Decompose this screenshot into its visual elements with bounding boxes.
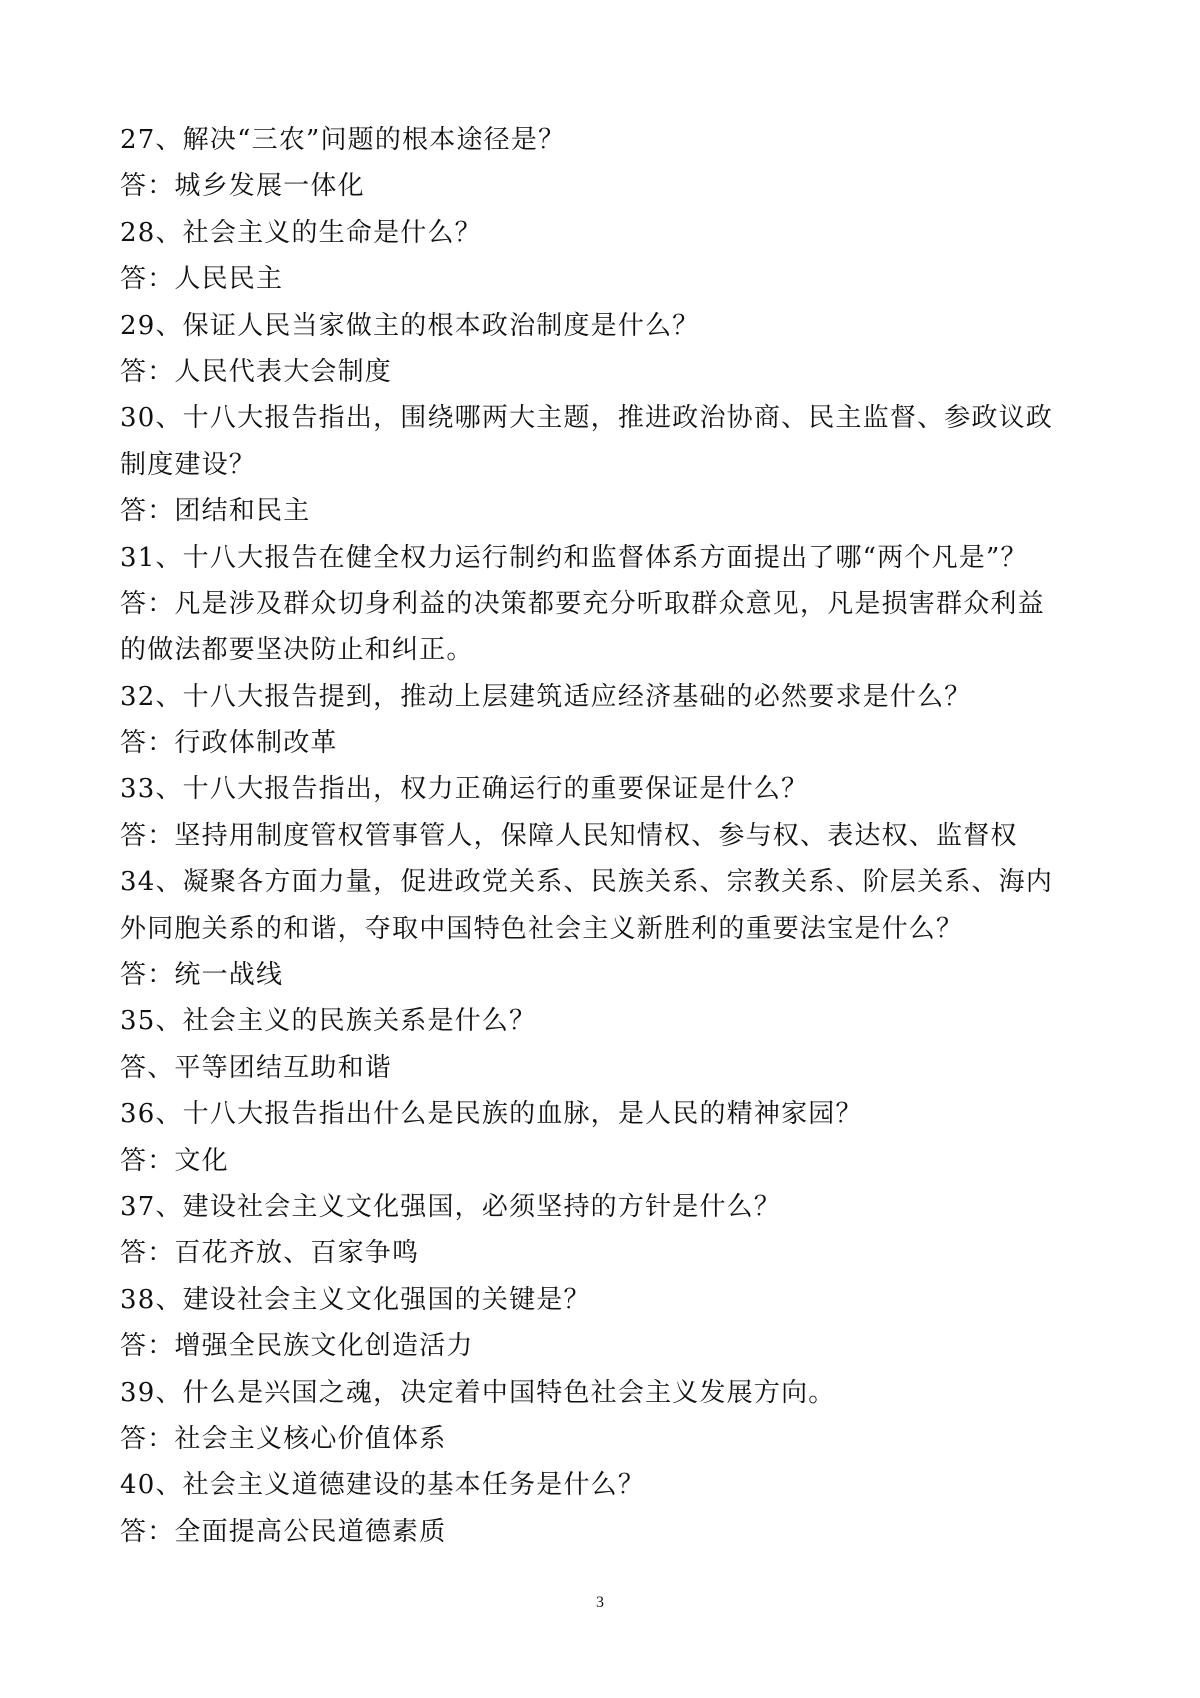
question-30: 30、十八大报告指出，围绕哪两大主题，推进政治协商、民主监督、参政议政 <box>120 403 1054 434</box>
answer-40: 答：全面提高公民道德素质 <box>120 1516 447 1547</box>
answer-33: 答：坚持用制度管权管事管人，保障人民知情权、参与权、表达权、监督权 <box>120 820 1018 851</box>
answer-31: 答：凡是涉及群众切身利益的决策都要充分听取群众意见，凡是损害群众利益 <box>120 588 1045 619</box>
answer-32: 答：行政体制改革 <box>120 728 338 759</box>
question-32: 32、十八大报告提到，推动上层建筑适应经济基础的必然要求是什么？ <box>120 681 972 712</box>
question-27: 27、解决“三农”问题的根本途径是？ <box>120 125 566 155</box>
page-number: 3 <box>596 1594 604 1611</box>
qa-content <box>120 117 1100 1555</box>
question-37: 37、建设社会主义文化强国，必须坚持的方针是什么？ <box>120 1191 782 1222</box>
answer-35: 答、平等团结互助和谐 <box>120 1052 393 1083</box>
answer-39: 答：社会主义核心价值体系 <box>120 1423 447 1454</box>
answer-36: 答：文化 <box>120 1145 229 1176</box>
answer-30: 答：团结和民主 <box>120 496 311 527</box>
question-36: 36、十八大报告指出什么是民族的血脉，是人民的精神家园？ <box>120 1099 863 1130</box>
question-38: 38、建设社会主义文化强国的关键是？ <box>120 1284 591 1315</box>
answer-38: 答：增强全民族文化创造活力 <box>120 1331 474 1362</box>
question-34: 34、凝聚各方面力量，促进政党关系、民族关系、宗教关系、阶层关系、海内 <box>120 867 1054 898</box>
question-28: 28、社会主义的生命是什么？ <box>120 217 482 248</box>
answer-29: 答：人民代表大会制度 <box>120 356 393 387</box>
question-40: 40、社会主义道德建设的基本任务是什么？ <box>120 1470 646 1501</box>
question-31: 31、十八大报告在健全权力运行制约和监督体系方面提出了哪“两个凡是”？ <box>120 542 1028 573</box>
question-39: 39、什么是兴国之魂，决定着中国特色社会主义发展方向。 <box>120 1377 836 1408</box>
answer-37: 答：百花齐放、百家争鸣 <box>120 1238 420 1269</box>
answer-28: 答：人民民主 <box>120 264 284 295</box>
question-30-cont: 制度建设？ <box>120 449 257 480</box>
question-29: 29、保证人民当家做主的根本政治制度是什么？ <box>120 310 700 341</box>
question-34-cont: 外同胞关系的和谐，夺取中国特色社会主义新胜利的重要法宝是什么？ <box>120 913 964 944</box>
answer-34: 答：统一战线 <box>120 960 284 991</box>
question-33: 33、十八大报告指出，权力正确运行的重要保证是什么？ <box>120 774 809 805</box>
answer-31-cont: 的做法都要坚决防止和纠正。 <box>120 635 474 666</box>
question-35: 35、社会主义的民族关系是什么？ <box>120 1006 537 1037</box>
answer-27: 答：城乡发展一体化 <box>120 171 365 202</box>
